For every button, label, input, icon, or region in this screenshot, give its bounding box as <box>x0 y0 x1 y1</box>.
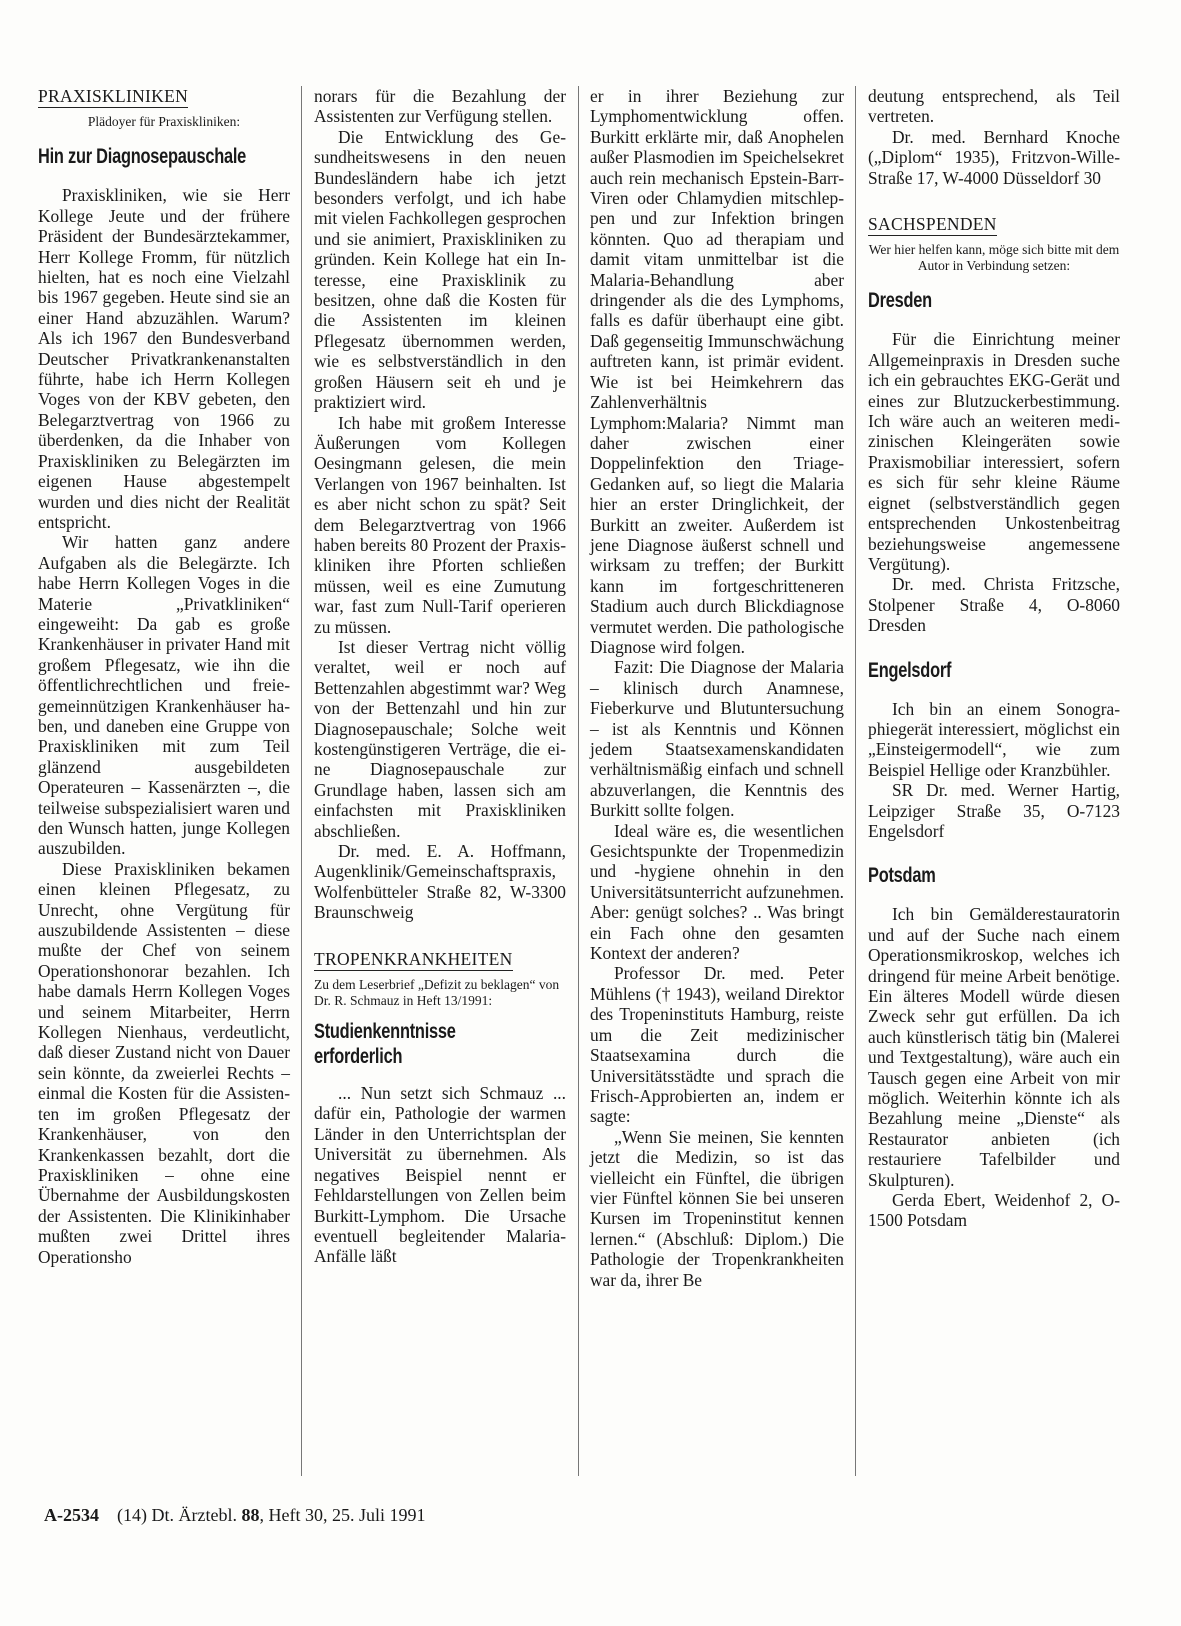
signature: Dr. med. Christa Fritzsche, Stolpener Straße 4, O-8060 Dresden <box>868 574 1120 636</box>
page-number: A-2534 <box>44 1505 99 1525</box>
headline-line: erforderlich <box>314 1045 403 1069</box>
column-4 <box>868 86 1120 1231</box>
paragraph: Ich bin Gemälderestauratorin und auf der Suche nach einem Operationsmikroskop, welches ich dringend für meine Arbeit benötige. Ein älteres Modell würde diesen Zweck sehr gut erfüllen. Da ich auch künstlerisch tätig bin (Malerei und Textgestaltung), wäre auch ein Tausch gegen eine Arbeit von mir möglich. Weiterhin könnte ich als Bezahlung meine „Dienste“ als Restaurator anbieten (ich restauriere Tafelbilder und Skulpturen). <box>868 904 1120 1190</box>
rubric-tropenkrankheiten: TROPENKRANKHEITEN <box>314 949 513 971</box>
paragraph: Ich bin an einem Sonographiegerät interessiert, möglichst ein „Einsteigermodell“, wie zum Beispiel Hellige oder Kranzbühler. <box>868 698 1120 780</box>
column-rule-1 <box>301 86 302 1476</box>
headline-potsdam: Potsdam <box>868 864 936 888</box>
headline-line: Studienkenntnisse <box>314 1020 456 1044</box>
headline-dresden: Dresden <box>868 289 932 313</box>
paragraph: Ich habe mit großem Interesse Äußerungen vom Kollegen Oesingmann gelesen, die mein Verlangen von 1967 beinhalten. Ist es aber nicht schon zu spät? Seit dem Belegarztvertrag von 1966 haben bereits 80 Prozent der Praxiskliniken ihre Pforten schließen müssen, weil es eine Zumutung war, fast zum Null-Tarif operieren zu müssen. <box>314 412 566 637</box>
paragraph-continued: er in ihrer Beziehung zur Lymphomentwicklung offen. Burkitt erklärte mir, daß Anophelen außer Plasmodien im Speichelsekret auch rein mechanisch Epstein-Barr-Viren oder Chlamydien mitschleppen und zur Infektion bringen könnten. Quo ad therapiam und damit vitam unmittelbar ist die Malaria-Behandlung aber dringender als die des Lymphoms, falls es dafür überhaupt eine gibt. Daß gegenseitig Immunschwächung auftreten kann, ist primär evident. Wie ist bei Heimkehrern das Zahlenverhältnis Lymphom:Malaria? Nimmt man daher zwischen einer Doppelinfektion den Triage-Gedanken auf, so liegt die Malaria hier an erster Dringlichkeit, der Burkitt an zweiter. Außerdem ist jene Diagnose äußerst schnell und wirksam zu treffen; der Burkitt kann im fortgeschritteneren Stadium auch durch Blickdiagnose vermutet werden. Die pathologische Diagnose wird folgen. <box>590 86 844 657</box>
paragraph: Diese Praxiskliniken bekamen einen kleinen Pflegesatz, zu Unrecht, ohne Vergütung für auszubildende Assistenten – diese mußte der Chef von seinem Operationshonorar bezahlen. Ich habe damals Herrn Kollegen Voges und seinem Mitarbeiter, Herrn Kollegen Nienhaus, verdeutlicht, daß dieser Zustand nicht von Dauer sein könnte, da zweierlei Rechts – einmal die Kosten für die Assistenten im großen Pflegesatz der Krankenhäuser, von den Krankenkassen bezahlt, dort die Praxiskliniken – ohne eine Übernahme der Ausbildungskosten der Assistenten. Die Klinikinhaber mußten zwei Drittel ihres Operationsho <box>38 858 290 1267</box>
column-rule-3 <box>855 86 856 1476</box>
footer-volume: 88 <box>241 1505 260 1525</box>
column-1 <box>38 86 290 1267</box>
paragraph-continued: norars für die Bezahlung der Assistenten zur Verfügung stellen. <box>314 86 566 127</box>
footer-text-b: , Heft 30, 25. Juli 1991 <box>259 1505 426 1525</box>
paragraph: „Wenn Sie meinen, Sie kennten jetzt die Medizin, so ist das vielleicht ein Fünftel, die übrigen vier Fünftel können Sie bei unseren Kursen im Tropeninstitut kennen lernen.“ (Abschluß: Diplom.) Die Pathologie der Tropenkrankheiten war da, ihrer Be <box>590 1126 844 1290</box>
footer-journal <box>104 1505 426 1525</box>
headline-diagnosepauschale: Hin zur Diagnosepauschale <box>38 145 247 169</box>
signature: SR Dr. med. Werner Hartig, Leipziger Straße 35, O-7123 Engelsdorf <box>868 780 1120 841</box>
rubric-praxiskliniken: PRAXISKLINIKEN <box>38 86 188 108</box>
intro-praxiskliniken: Plädoyer für Praxiskliniken: <box>87 114 241 130</box>
paragraph: Ist dieser Vertrag nicht völlig veraltet, weil er noch auf Bettenzahlen abgestimmt war? Weg von der Bettenzahl und hin zur Diagnosepauschale; Solche weit kostengünstigeren Verträge, die eine Diagnosepauschale zur Grundlage haben, lassen sich am einfachsten mit Praxiskliniken abschließen. <box>314 636 566 841</box>
intro-sachspenden: Wer hier helfen kann, möge sich bitte mit dem Autor in Verbindung setzen: <box>868 242 1120 274</box>
paragraph: Professor Dr. med. Peter Mühlens († 1943), weiland Direktor des Tropeninstituts Hamburg, reiste um die Zeit medizinischer Staatsexamina durch die Universitätsstädte und sprach die Frisch-Approbierten an, indem er sagte: <box>590 963 844 1127</box>
column-2 <box>314 86 566 1267</box>
paragraph: Für die Einrichtung meiner Allgemeinpraxis in Dresden suche ich ein gebrauchtes EKG-Gerät und eines zur Blutzuckerbestimmung. Ich wäre auch an weiteren medizinischen Kleingeräten sowie Praxismobiliar interessiert, sofern es sich für sehr kleine Räume eignet (selbstverständlich gegen entsprechenden Unkostenbeitrag beziehungsweise angemessene Vergütung). <box>868 329 1120 574</box>
signature: Dr. med. Bernhard Knoche („Diplom“ 1935), Fritzvon-Wille-Straße 17, W-4000 Düsseldorf 30 <box>868 126 1120 188</box>
paragraph: Ideal wäre es, die wesentlichen Gesichtspunkte der Tropenmedizin und -hygiene ohnehin in den Universitätsunterricht aufzunehmen. Aber: genügt solches? .. Was bringt ein Fach ohne den gesamten Kontext der anderen? <box>590 820 845 964</box>
column-3 <box>590 86 844 1290</box>
paragraph: ... Nun setzt sich Schmauz ... dafür ein, Pathologie der warmen Länder in den Unterrichtsplan der Universität zu übernehmen. Als negatives Beispiel nennt er Fehldarstellungen von Zellen beim Burkitt-Lymphom. Die Ursache eventuell begleitender Malaria-Anfälle läßt <box>314 1083 566 1267</box>
footer-text-a: (14) Dt. Ärztebl. <box>117 1505 242 1525</box>
headline-engelsdorf: Engelsdorf <box>868 658 952 682</box>
rubric-sachspenden: SACHSPENDEN <box>868 214 997 236</box>
paragraph-continued: deutung entsprechend, als Teil vertreten. <box>868 86 1120 127</box>
column-rule-2 <box>578 86 579 1476</box>
paragraph: Wir hatten ganz andere Aufgaben als die Belegärzte. Ich habe Herrn Kollegen Voges in die Materie „Privatkliniken“ eingeweiht: Da gab es große Krankenhäuser in privater Hand mit großem Pflegesatz, wie ihn die öffentlichrechtlichen und freie-gemeinnützigen Krankenhäuser haben, und daneben eine Gruppe von Praxiskliniken mit zum Teil glänzend ausgebildeten Operateuren – Kassenärzten –, die teilweise subspezialisiert waren und den Wunsch hatten, junge Kollegen auszubilden. <box>38 532 290 859</box>
signature: Dr. med. E. A. Hoffmann, Augenklinik/Gemeinschaftspraxis, Wolfenbütteler Straße 82, W-3300 Braunschweig <box>314 841 566 923</box>
intro-tropenkrankheiten: Zu dem Leserbrief „Defizit zu beklagen“ von Dr. R. Schmauz in Heft 13/1991: <box>314 977 560 1009</box>
page-footer <box>44 1505 425 1526</box>
paragraph: Die Entwicklung des Gesundheitswesens in den neuen Bundesländern habe ich jetzt besonders verfolgt, und ich habe mit vielen Fachkollegen gesprochen und sie animiert, Praxiskliniken zu gründen. Kein Kollege hat ein Interesse, eine Praxisklinik zu besitzen, ohne daß die Kosten für die Assistenten im kleinen Pflegesatz übernommen werden, wie es selbstverständlich in den großen Häusern seit eh und je praktiziert wird. <box>314 126 566 413</box>
paragraph: Fazit: Die Diagnose der Malaria – klinisch durch Anamnese, Fieberkurve und Blutuntersuchung – ist als Kenntnis und Können jedem Staatsexamenskandidaten verhältnismäßig einfach und schnell abzuverlangen, die Kenntnis des Burkitt sollte folgen. <box>590 657 844 821</box>
headline-studienkenntnisse <box>314 1019 511 1069</box>
signature: Gerda Ebert, Weidenhof 2, O-1500 Potsdam <box>868 1190 1120 1231</box>
paragraph: Praxiskliniken, wie sie Herr Kollege Jeute und der frühere Präsident der Bundesärztekammer, Herr Kollege Fromm, für nützlich hielten, hat es noch eine Vielzahl bis 1967 gegeben. Heute sind sie an einer Hand abzuzählen. Warum? Als ich 1967 den Bundesverband Deutscher Privatkrankenanstalten führte, habe ich Herrn Kollegen Voges von der KBV gebeten, den Belegarztvertrag von 1966 zu überdenken, da die Inhaber von Praxiskliniken zu Belegärzten im eigenen Hause abgestempelt wurden und dies nicht der Realität entspricht. <box>38 185 290 532</box>
